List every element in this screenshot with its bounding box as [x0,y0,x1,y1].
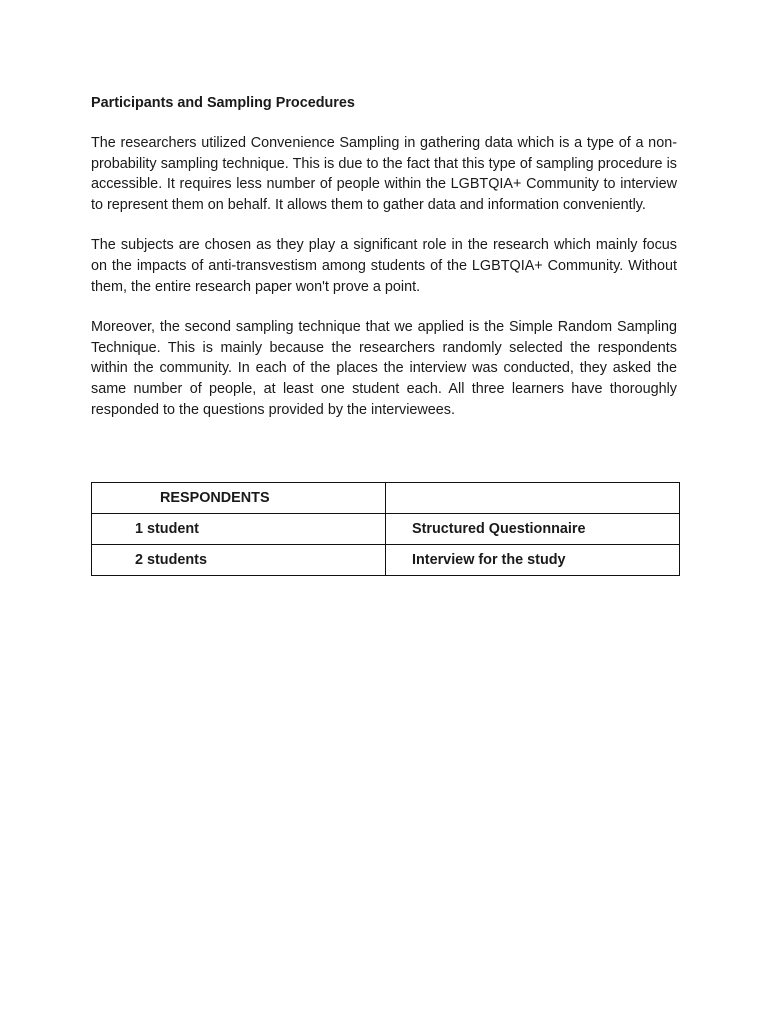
table-row [92,545,680,576]
document-body [91,93,677,440]
table-cell-method: Structured Questionnaire [386,514,680,545]
paragraph-convenience-sampling: The researchers utilized Convenience Sampling in gathering data which is a type of a non-probability sampling technique. This is due to the fact that this type of sampling procedure is accessible. It requires less number of people within the LGBTQIA+ Community to interview to represent them on behalf. It allows them to gather data and information conveniently. [91,135,677,213]
table-cell-method: Interview for the study [386,545,680,576]
table-header-empty [386,483,680,514]
table-cell-respondent-count: 1 student [92,514,386,545]
respondents-table [91,482,680,576]
paragraph-subjects: The subjects are chosen as they play a significant role in the research which mainly focus on the impacts of anti-transvestism among students of the LGBTQIA+ Community. Without them, the entire research paper won't prove a point. [91,237,677,295]
table-cell-respondent-count: 2 students [92,545,386,576]
paragraph-simple-random-sampling: Moreover, the second sampling technique that we applied is the Simple Random Sampling Technique. This is mainly because the researchers randomly selected the respondents within the community. In each of the places the interview was conducted, they asked the same number of people, at least one student each. All three learners have thoroughly responded to the questions provided by the interviewees. [91,319,677,418]
table-header-row [92,483,680,514]
table-header-respondents: RESPONDENTS [92,483,386,514]
table-row [92,514,680,545]
section-heading: Participants and Sampling Procedures [91,95,355,111]
